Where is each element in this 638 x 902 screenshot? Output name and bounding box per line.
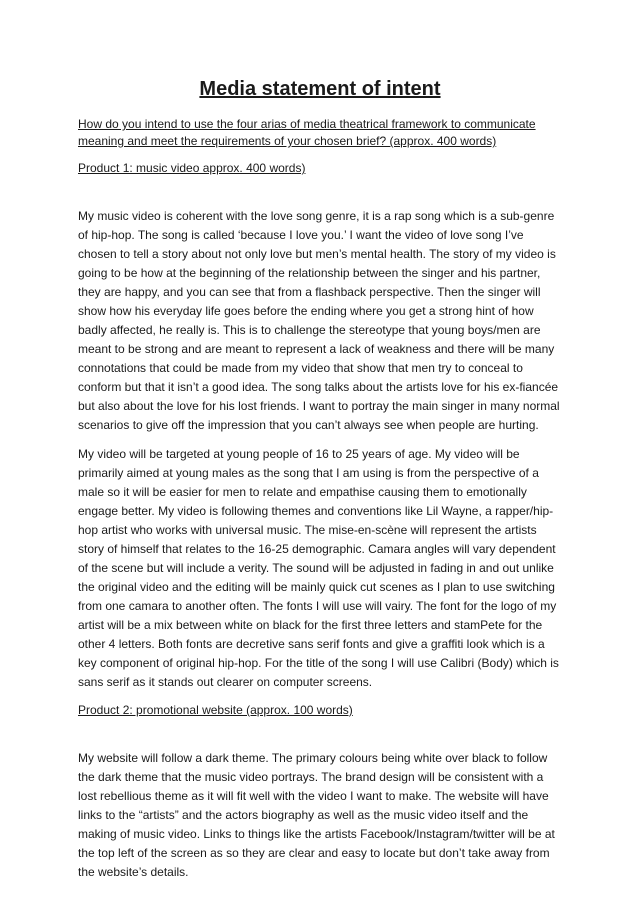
spacer [78,719,562,749]
product-1-paragraph-2: My video will be targeted at young people of 16 to 25 years of age. My video will be primarily aimed at young males as the song that I am using is from the perspective of a male so it will be easier for men to relate and empathise causing them to emotionally engage better. My video is following themes and conventions like Lil Wayne, a rapper/hip-hop artist who works with universal music. The mise-en-scène will represent the artists story of himself that relates to the 16-25 demographic. Camara angles will vary dependent of the scene but will include a verity. The sound will be adjusted in fading in and out unlike the original video and the editing will be mainly quick cut scenes as I plan to use switching from one camara to another often. The fonts I will use will vairy. The font for the logo of my artist will be a mix between white on black for the first three letters and stamPete for the other 4 letters. Both fonts are decretive sans serif fonts and give a graffiti look which is a key component of original hip-hop. For the title of the song I will use Calibri (Body) which is sans serif as it stands out clearer on computer screens. [78,447,559,689]
document-page [78,76,562,882]
spacer [78,177,562,207]
product-2-heading: Product 2: promotional website (approx. 100 words) [78,703,353,717]
page-title: Media statement of intent [199,78,441,100]
brief-prompt: How do you intend to use the four arias of media theatrical framework to communicate meaning and meet the requirements of your chosen brief? (approx. 400 words) [78,117,536,148]
product-2-paragraph-1: My website will follow a dark theme. The primary colours being white over black to follow the dark theme that the music video portrays. The brand design will be consistent with a lost rebellious theme as it will fit well with the video I want to make. The website will have links to the “artists” and the actors biography as well as the music video itself and the making of music video. Links to things like the artists Facebook/Instagram/twitter will be at the top left of the screen as so they are clear and easy to locate but don’t take away from the website’s details. [78,751,555,879]
product-1-heading: Product 1: music video approx. 400 words) [78,161,306,175]
spacer [78,692,562,702]
product-1-paragraph-1: My music video is coherent with the love song genre, it is a rap song which is a sub-genre of hip-hop. The song is called ‘because I love you.’ I want the video of love song I’ve chosen to tell a story about not only love but men’s mental health. The story of my video is going to be how at the beginning of the relationship between the singer and his partner, they are happy, and you can see that from a flashback perspective. Then the singer will show how his everyday life goes before the ending where you get a strong hint of how badly affected, he really is. This is to challenge the stereotype that young boys/men are meant to be strong and are meant to represent a lack of weakness and there will be many connotations that could be made from my video that show that men try to conceal to conform but that it isn’t a good idea. The song talks about the artists love for his ex-fiancée but also about the love for his lost friends. I want to portray the main singer in many normal scenarios to give off the impression that you can’t always see when people are hurting. [78,209,560,432]
spacer [78,435,562,445]
